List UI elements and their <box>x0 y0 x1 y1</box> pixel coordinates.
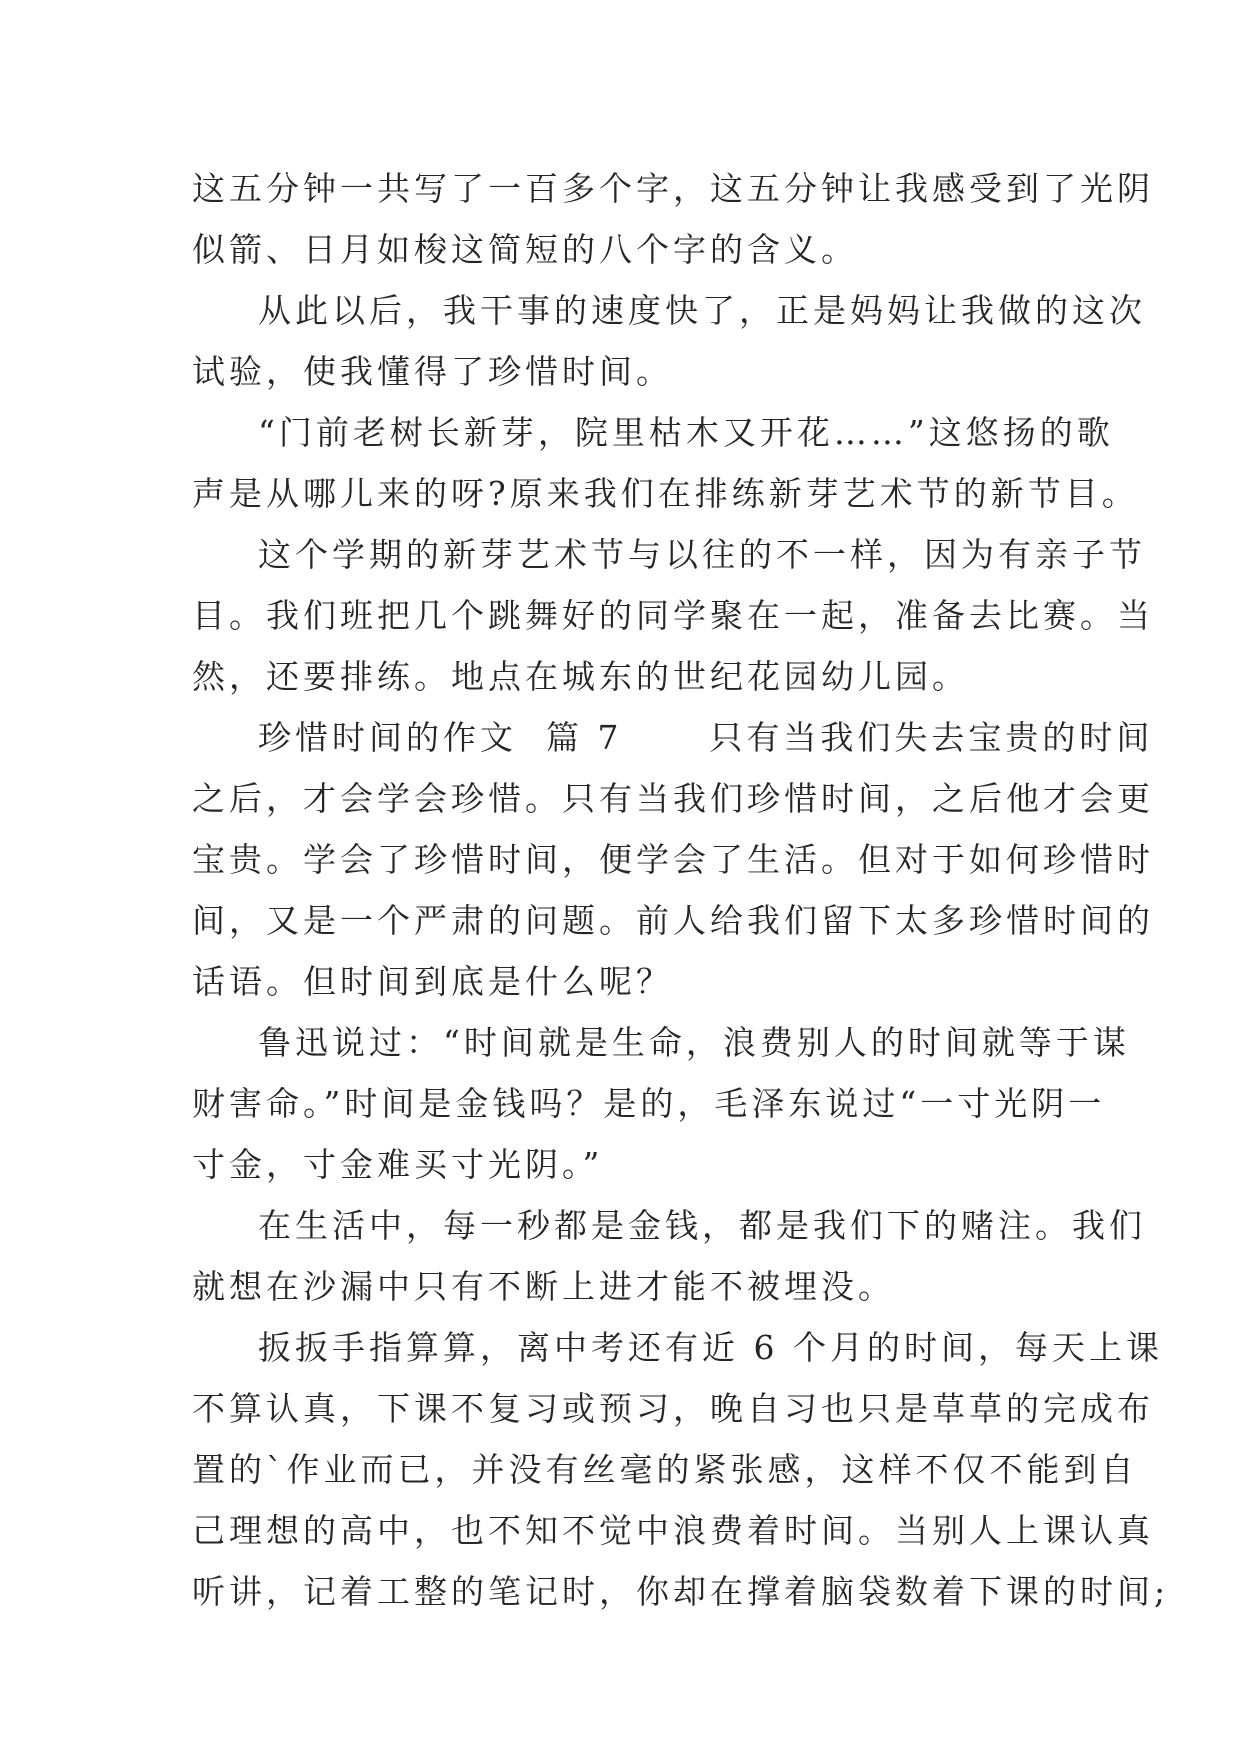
section-heading-line: 珍惜时间的作文 篇 7 只有当我们失去宝贵的时间 <box>258 718 1154 757</box>
text-line: 之后，才会学会珍惜。只有当我们珍惜时间，之后他才会更 <box>192 779 1154 818</box>
document-body <box>192 158 1170 1622</box>
paragraph-start-line: 鲁迅说过：“时间就是生命，浪费别人的时间就等于谋 <box>258 1023 1130 1062</box>
text-line: 目。我们班把几个跳舞好的同学聚在一起，准备去比赛。当 <box>192 596 1154 635</box>
text-line: 间，又是一个严肃的问题。前人给我们留下太多珍惜时间的 <box>192 901 1154 940</box>
text-line: 听讲，记着工整的笔记时，你却在撑着脑袋数着下课的时间; <box>192 1572 1170 1611</box>
text-line: 似箭、日月如梭这简短的八个字的含义。 <box>192 230 858 269</box>
text-line: 这五分钟一共写了一百多个字，这五分钟让我感受到了光阴 <box>192 169 1154 208</box>
text-line: 置的`作业而已，并没有丝毫的紧张感，这样不仅不能到自 <box>192 1450 1138 1489</box>
text-line: 不算认真，下课不复习或预习，晚自习也只是草草的完成布 <box>192 1389 1154 1428</box>
text-line: 寸金，寸金难买寸光阴。” <box>192 1145 604 1184</box>
text-line: 声是从哪儿来的呀?原来我们在排练新芽艺术节的新节目。 <box>192 474 1139 513</box>
text-line: 话语。但时间到底是什么呢？ <box>192 962 673 1001</box>
paragraph-start-line: 扳扳手指算算，离中考还有近 6 个月的时间，每天上课 <box>258 1328 1163 1367</box>
text-line: 宝贵。学会了珍惜时间，便学会了生活。但对于如何珍惜时 <box>192 840 1154 879</box>
text-line: 试验，使我懂得了珍惜时间。 <box>192 352 673 391</box>
text-line: 己理想的高中，也不知不觉中浪费着时间。当别人上课认真 <box>192 1511 1154 1550</box>
paragraph-start-line: 这个学期的新芽艺术节与以往的不一样，因为有亲子节 <box>258 535 1146 574</box>
paragraph-start-line: “门前老树长新芽，院里枯木又开花……”这悠扬的歌 <box>258 413 1114 452</box>
text-line: 然，还要排练。地点在城东的世纪花园幼儿园。 <box>192 657 969 696</box>
paragraph-start-line: 在生活中，每一秒都是金钱，都是我们下的赌注。我们 <box>258 1206 1146 1245</box>
paragraph-start-line: 从此以后，我干事的速度快了，正是妈妈让我做的这次 <box>258 291 1146 330</box>
text-line: 就想在沙漏中只有不断上进才能不被埋没。 <box>192 1267 895 1306</box>
text-line: 财害命。”时间是金钱吗？是的，毛泽东说过“一寸光阴一 <box>192 1084 1106 1123</box>
